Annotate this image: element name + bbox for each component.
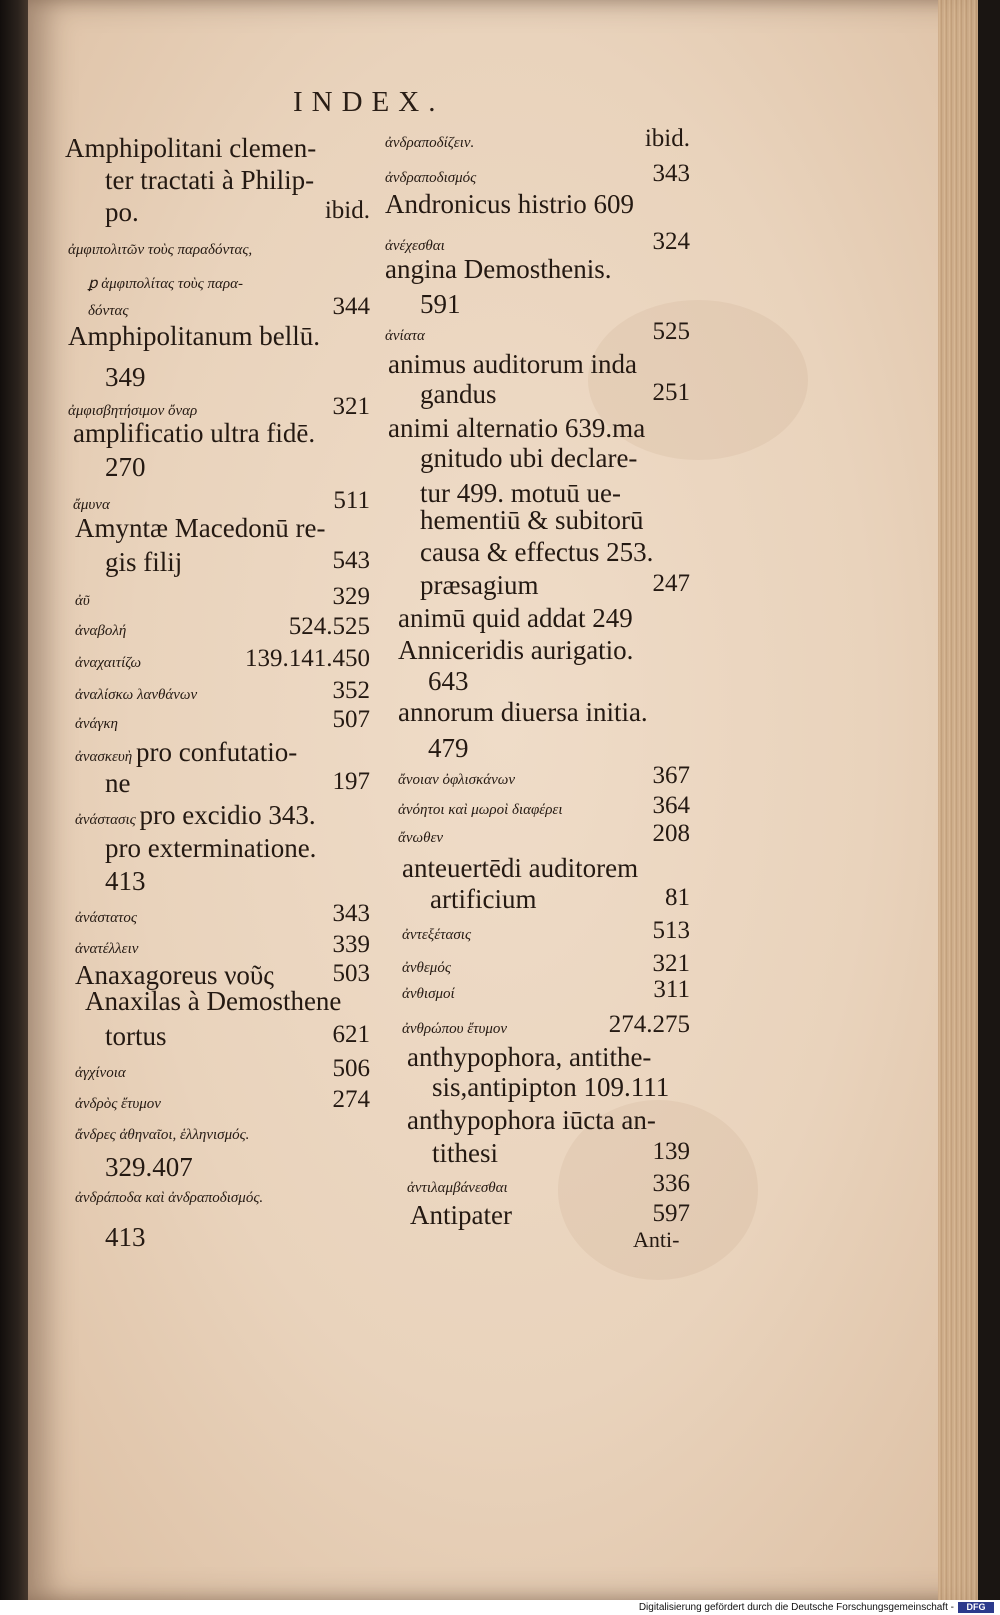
page-reference: ibid.	[324, 197, 370, 224]
index-entry-text: tortus	[105, 1021, 167, 1051]
index-entry-text: ter tractati à Philip-	[105, 165, 315, 195]
index-entry-text: 479	[428, 733, 469, 763]
index-entry-text: angina Demosthenis.	[385, 254, 612, 284]
index-entry-text: ἀναλίσκω λανθάνων	[75, 687, 198, 703]
digitization-credit: Digitalisierung gefördert durch die Deutsche Forschungsgemeinschaft -	[638, 1602, 954, 1613]
page-reference: 525	[652, 318, 690, 345]
page-reference: 352	[332, 677, 370, 704]
index-entry-text: Anaxilas à Demosthene	[85, 986, 342, 1016]
index-entry-text: ἀνθισμοί	[402, 986, 455, 1002]
page-reference: 367	[652, 762, 690, 789]
index-entry-text: amplificatio ultra fidē.	[73, 418, 316, 448]
index-entry-text: po.	[105, 197, 139, 227]
index-entry-text: ἀναχαιτίζω	[75, 655, 142, 671]
index-entry-text: causa & effectus 253.	[420, 537, 654, 567]
page-reference: 524.525	[288, 613, 370, 640]
index-entry-text: ꝑ ἀμφιπολίτας τοὺς παρα-	[88, 276, 243, 292]
index-entry-text: animū quid addat 249	[398, 603, 633, 633]
page-reference: 343	[652, 160, 690, 187]
index-entry-text	[75, 800, 316, 831]
page-reference: 324	[652, 228, 690, 255]
index-entry-text: ἄμυνα	[73, 497, 110, 513]
page-reference: 139.141.450	[245, 645, 370, 672]
page-reference: 139	[652, 1138, 690, 1165]
index-entry-text: gis filij	[105, 547, 183, 577]
index-entry-text: annorum diuersa initia.	[398, 697, 648, 727]
index-entry-text: Anniceridis aurigatio.	[398, 635, 634, 665]
page-reference: 543	[332, 547, 370, 574]
latin-gloss: pro excidio 343.	[139, 800, 316, 830]
index-entry-text: 349	[105, 362, 146, 392]
page-reference: 81	[665, 884, 690, 911]
page-reference: 251	[652, 379, 690, 406]
index-entry-text: ἀνδραποδίζειν.	[385, 135, 475, 151]
index-entry-text: δόντας	[88, 303, 129, 319]
index-entry-text: Andronicus histrio 609	[385, 189, 634, 219]
page-reference: 511	[333, 487, 370, 514]
index-entry-text: ἀῦ	[75, 593, 90, 609]
dfg-logo: DFG	[958, 1602, 994, 1613]
page-reference: 274	[332, 1086, 370, 1113]
index-entry-text: ἀνέχεσθαι	[385, 238, 445, 254]
index-entry-text: ἀμφιπολιτῶν τοὺς παραδόντας,	[68, 242, 253, 258]
index-entry-text: ἀντεξέτασις	[402, 927, 472, 943]
index-entry-text: animus auditorum inda	[388, 349, 637, 379]
index-entry-text: ἀνίατα	[385, 328, 425, 344]
index-entry-text: pro exterminatione.	[105, 833, 317, 863]
page-reference: 364	[652, 792, 690, 819]
page-reference: 197	[332, 768, 370, 795]
index-entry-text: ἀντιλαμβάνεσθαι	[407, 1180, 508, 1196]
index-entry-text: tithesi	[432, 1138, 498, 1168]
index-entry-text: tur 499. motuū ue-	[420, 478, 621, 508]
index-entry-text: ἀμφισβητήσιμον ὄναρ	[68, 403, 198, 419]
index-entry-text: ἄνωθεν	[398, 830, 444, 846]
index-entry-text: ἀναβολή	[75, 623, 127, 639]
greek-term: ἀνάστασις	[75, 812, 140, 828]
page-reference: 597	[652, 1200, 690, 1227]
index-entry-text: 329.407	[105, 1152, 193, 1182]
index-entry-text: Amyntæ Macedonū re-	[75, 513, 326, 543]
index-entry-text: anteuertēdi auditorem	[402, 853, 639, 883]
page-reference: 621	[332, 1021, 370, 1048]
index-entry-text: ἀνθρώπου ἔτυμον	[402, 1021, 508, 1037]
page-reference: 503	[332, 960, 370, 987]
index-entry-text: sis,antipipton 109.111	[432, 1072, 670, 1102]
index-entry-text: 591	[420, 289, 461, 319]
index-entry-text: 270	[105, 452, 146, 482]
greek-term: ἀνασκευὴ	[75, 749, 136, 765]
index-entry-text: anthypophora iūcta an-	[407, 1105, 656, 1135]
index-entry-text: anthypophora, antithe-	[407, 1042, 652, 1072]
index-entry-text: ἀνάγκη	[75, 716, 118, 732]
index-entry-text: præsagium	[420, 570, 539, 600]
index-entry-text: ἄνοιαν ὀφλισκάνων	[398, 772, 516, 788]
page-reference: 513	[652, 917, 690, 944]
index-entry-text: ἀνόητοι καὶ μωροὶ διαφέρει	[398, 802, 563, 818]
index-entry-text: ἀνδράποδα καὶ ἀνδραποδισμός.	[75, 1190, 264, 1206]
page-reference: 506	[332, 1055, 370, 1082]
index-entry-text: ἀνθεμός	[402, 960, 451, 976]
page-reference: 208	[652, 820, 690, 847]
book-binding	[0, 0, 30, 1600]
page-reference: 329	[332, 583, 370, 610]
index-entry-text: Antipater	[410, 1200, 512, 1230]
index-entry-text: animi alternatio 639.ma	[388, 413, 646, 443]
catchword: Anti-	[633, 1227, 680, 1252]
index-entry-text: artificium	[430, 884, 537, 914]
index-entry-text: hementiū & subitorū	[420, 505, 644, 535]
index-entry-text: ἀνδραποδισμός	[385, 170, 477, 186]
index-entry-text: 413	[105, 1222, 146, 1252]
page-reference: 339	[332, 931, 370, 958]
index-entry-text: 643	[428, 666, 469, 696]
page-reference: 507	[332, 706, 370, 733]
page-reference: 311	[653, 976, 690, 1003]
index-entry-text: Anaxagoreus νοῦς	[75, 960, 274, 990]
page-reference: 344	[332, 293, 370, 320]
page-reference: 336	[652, 1170, 690, 1197]
index-entry-text: ne	[105, 768, 131, 798]
index-entry-text: ἄνδρες ἀθηναῖοι, ἑλληνισμός.	[75, 1127, 250, 1143]
index-entry-text	[75, 737, 297, 768]
page-reference: 274.275	[608, 1011, 690, 1038]
page-reference: 321	[652, 950, 690, 977]
page-reference: 247	[652, 570, 690, 597]
page-header: INDEX.	[293, 86, 445, 118]
index-entry-text: Amphipolitanum bellū.	[68, 321, 320, 351]
index-entry-text: gandus	[420, 379, 497, 409]
index-entry-text: 413	[105, 866, 146, 896]
page-reference: ibid.	[644, 125, 690, 152]
page-reference: 343	[332, 900, 370, 927]
index-entry-text: ἀνατέλλειν	[75, 941, 139, 957]
index-entry-text: ἀγχίνοια	[75, 1065, 126, 1081]
latin-gloss: pro confutatio-	[136, 737, 298, 767]
index-entry-text: ἀνδρὸς ἔτυμον	[75, 1096, 161, 1112]
index-entry-text: ἀνάστατος	[75, 910, 137, 926]
index-entry-text: gnitudo ubi declare-	[420, 443, 638, 473]
page-reference: 321	[332, 393, 370, 420]
page-edge	[938, 0, 978, 1600]
index-entry-text: Amphipolitani clemen-	[65, 133, 317, 163]
